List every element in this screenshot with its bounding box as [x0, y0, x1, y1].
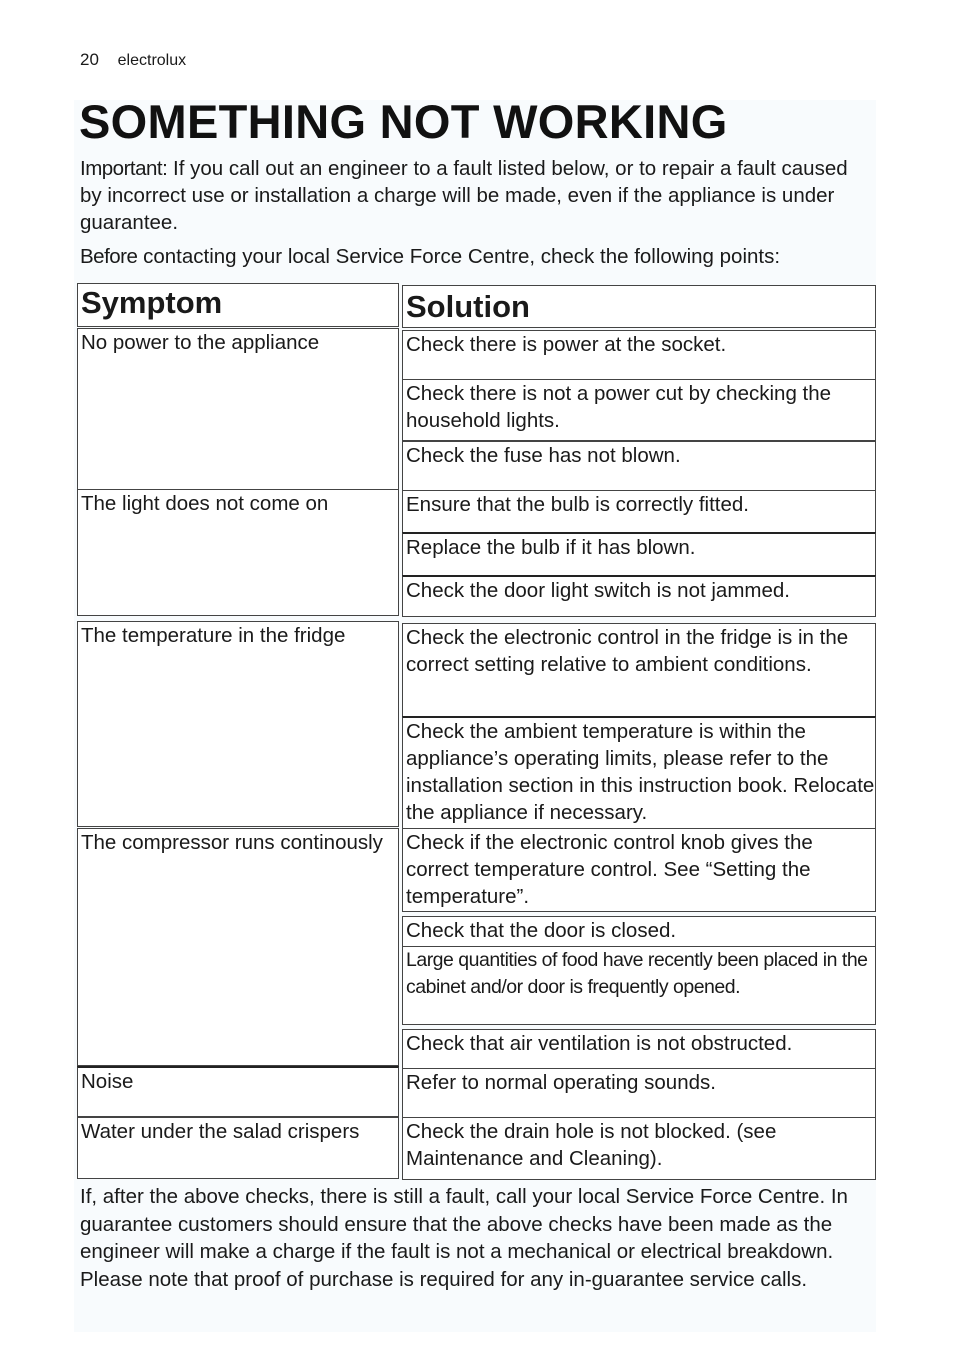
solution-cell: Replace the bulb if it has blown.: [402, 532, 876, 576]
solution-cell: Check there is power at the socket.: [402, 330, 876, 380]
important-text: If you call out an engineer to a fault listed below, or to repair a fault caused by incorrect use or installation a charge will be made, even if the appliance is under guarantee.: [80, 157, 848, 234]
important-label: Important:: [80, 157, 168, 180]
solution-cell: Check that air ventilation is not obstructed.: [402, 1029, 876, 1069]
brand-name: electrolux: [117, 52, 187, 69]
before-label: Before: [80, 245, 138, 268]
symptom-header: Symptom: [77, 283, 399, 327]
solution-cell: Check if the electronic control knob gives the correct temperature control. See “Setting the temperature”.: [402, 828, 876, 912]
solution-cell: Check that the door is closed.: [402, 916, 876, 947]
solution-cell: Refer to normal operating sounds.: [402, 1068, 876, 1118]
symptom-cell: No power to the appliance: [77, 328, 399, 490]
symptom-cell: Noise: [77, 1066, 399, 1117]
solution-cell: Ensure that the bulb is correctly fitted.: [402, 490, 876, 533]
page-header: [80, 50, 186, 70]
symptom-cell: The compressor runs continously: [77, 828, 399, 1066]
solution-cell: Check there is not a power cut by checking the household lights.: [402, 379, 876, 441]
before-paragraph: [80, 243, 865, 270]
page-title: SOMETHING NOT WORKING: [79, 95, 728, 148]
symptom-cell: The temperature in the fridge: [77, 621, 399, 827]
solution-cell: Check the door light switch is not jammed.: [402, 575, 876, 617]
solution-cell: Check the electronic control in the fridge is in the correct setting relative to ambient conditions.: [402, 623, 876, 717]
solution-cell: Check the drain hole is not blocked. (see Maintenance and Cleaning).: [402, 1117, 876, 1180]
solution-cell: Large quantities of food have recently been placed in the cabinet and/or door is frequently opened.: [402, 946, 876, 1025]
page-number: 20: [80, 50, 99, 69]
intro-text: [80, 155, 865, 277]
symptom-cell: The light does not come on: [77, 489, 399, 616]
symptom-cell: Water under the salad crispers: [77, 1117, 399, 1179]
important-paragraph: [80, 155, 865, 236]
before-text: contacting your local Service Force Centre, check the following points:: [137, 245, 781, 268]
solution-cell: Check the fuse has not blown.: [402, 441, 876, 491]
footer-note: If, after the above checks, there is still a fault, call your local Service Force Centre. In guarantee customers should ensure that the above checks have been made as the engineer will make a charge if the fault is not a mechanical or electrical breakdown. Please note that proof of purchase is required for any in-guarantee service calls.: [80, 1185, 848, 1291]
solution-cell: Check the ambient temperature is within the appliance’s operating limits, please refer to the installation section in this instruction book. Relocate the appliance if necessary.: [402, 716, 876, 829]
solution-header: Solution: [402, 285, 876, 328]
